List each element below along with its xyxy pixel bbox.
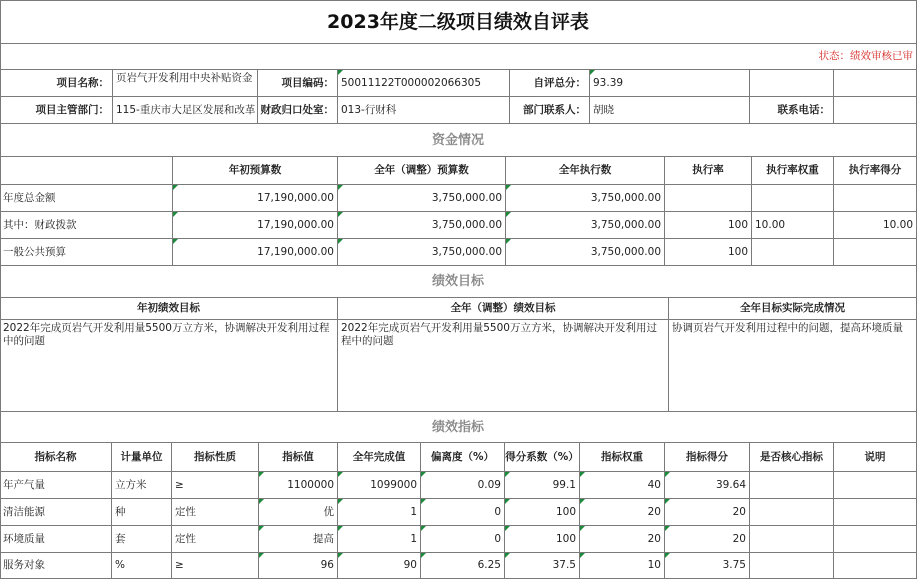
self-score-label: 自评总分： — [510, 70, 590, 97]
indicator-cell: 39.64 — [665, 472, 750, 499]
indicator-cell: 年产气量 — [0, 472, 112, 499]
goals-section-title: 绩效目标 — [0, 266, 917, 298]
indicator-cell: 10 — [580, 553, 665, 579]
indicator-cell — [750, 499, 834, 526]
indicator-cell — [750, 553, 834, 579]
indicators-header-6: 得分系数（%） — [505, 443, 580, 472]
indicator-cell — [834, 526, 917, 553]
funds-header-1: 年初预算数 — [173, 157, 338, 185]
funds-header-6: 执行率得分 — [834, 157, 917, 185]
indicator-cell — [834, 472, 917, 499]
goals-header-0: 年初绩效目标 — [0, 298, 338, 320]
project-code-label: 项目编码： — [258, 70, 338, 97]
funds-cell: 10.00 — [834, 212, 917, 239]
funds-cell: 3,750,000.00 — [338, 239, 506, 266]
indicator-cell: 0 — [421, 526, 505, 553]
funds-header-4: 执行率 — [665, 157, 752, 185]
goals-value-1: 2022年完成页岩气开发利用量5500万立方米，协调解决开发利用过程中的问题 — [338, 320, 669, 412]
indicator-cell: 20 — [580, 526, 665, 553]
indicator-cell: 20 — [665, 499, 750, 526]
indicator-cell: 6.25 — [421, 553, 505, 579]
funds-cell: 3,750,000.00 — [338, 185, 506, 212]
indicator-cell: 1 — [338, 499, 421, 526]
contact-value: 胡晓 — [590, 97, 750, 124]
dept-value: 115-重庆市大足区发展和改革 — [113, 97, 258, 124]
phone-label: 联系电话： — [750, 97, 834, 124]
info-blank-1 — [750, 70, 834, 97]
indicator-cell: 3.75 — [665, 553, 750, 579]
indicators-header-10: 说明 — [834, 443, 917, 472]
funds-cell — [752, 185, 834, 212]
funds-header-0 — [0, 157, 173, 185]
indicators-header-0: 指标名称 — [0, 443, 112, 472]
indicator-cell: 20 — [665, 526, 750, 553]
goals-value-2: 协调页岩气开发利用过程中的问题，提高环境质量 — [669, 320, 917, 412]
funds-cell: 3,750,000.00 — [506, 239, 665, 266]
indicator-cell: 定性 — [172, 526, 259, 553]
funds-cell: 17,190,000.00 — [173, 239, 338, 266]
self-score-value: 93.39 — [590, 70, 750, 97]
dept-label: 项目主管部门： — [0, 97, 113, 124]
funds-cell: 100 — [665, 212, 752, 239]
indicators-header-9: 是否核心指标 — [750, 443, 834, 472]
indicator-cell: 种 — [112, 499, 172, 526]
finance-label: 财政归口处室： — [258, 97, 338, 124]
indicator-cell: 优 — [259, 499, 338, 526]
funds-header-5: 执行率权重 — [752, 157, 834, 185]
funds-cell: 3,750,000.00 — [506, 212, 665, 239]
indicator-cell: 96 — [259, 553, 338, 579]
info-blank-2 — [834, 70, 917, 97]
funds-cell — [752, 239, 834, 266]
funds-cell: 一般公共预算 — [0, 239, 173, 266]
indicator-cell: 1 — [338, 526, 421, 553]
funds-header-3: 全年执行数 — [506, 157, 665, 185]
project-name-label: 项目名称： — [0, 70, 113, 97]
indicator-cell: % — [112, 553, 172, 579]
indicators-header-1: 计量单位 — [112, 443, 172, 472]
page-title: 2023年度二级项目绩效自评表 — [0, 0, 917, 44]
indicator-cell: 清洁能源 — [0, 499, 112, 526]
indicator-cell: 0 — [421, 499, 505, 526]
project-code-value: 50011122T000002066305 — [338, 70, 510, 97]
project-name-value: 页岩气开发利用中央补贴资金 — [113, 70, 258, 97]
funds-cell: 100 — [665, 239, 752, 266]
indicator-cell: 37.5 — [505, 553, 580, 579]
indicator-cell — [750, 472, 834, 499]
indicator-cell: 100 — [505, 526, 580, 553]
funds-cell: 17,190,000.00 — [173, 185, 338, 212]
indicator-cell: 1099000 — [338, 472, 421, 499]
funds-cell: 其中：财政拨款 — [0, 212, 173, 239]
finance-value: 013-行财科 — [338, 97, 510, 124]
indicator-cell: 99.1 — [505, 472, 580, 499]
indicator-cell — [834, 499, 917, 526]
indicator-cell: 环境质量 — [0, 526, 112, 553]
indicator-cell: 套 — [112, 526, 172, 553]
status-text: 状态：绩效审核已审 — [0, 44, 917, 70]
indicators-header-2: 指标性质 — [172, 443, 259, 472]
goals-header-2: 全年目标实际完成情况 — [669, 298, 917, 320]
indicator-cell — [750, 526, 834, 553]
indicator-cell: 服务对象 — [0, 553, 112, 579]
indicator-cell — [834, 553, 917, 579]
phone-value — [834, 97, 917, 124]
goals-value-0: 2022年完成页岩气开发利用量5500万立方米，协调解决开发利用过程中的问题 — [0, 320, 338, 412]
indicators-header-5: 偏离度（%） — [421, 443, 505, 472]
indicators-section-title: 绩效指标 — [0, 412, 917, 443]
funds-cell: 17,190,000.00 — [173, 212, 338, 239]
funds-cell — [834, 185, 917, 212]
indicators-header-7: 指标权重 — [580, 443, 665, 472]
indicator-cell: 90 — [338, 553, 421, 579]
indicator-cell: 1100000 — [259, 472, 338, 499]
funds-cell: 年度总金额 — [0, 185, 173, 212]
indicators-header-4: 全年完成值 — [338, 443, 421, 472]
indicator-cell: ≥ — [172, 553, 259, 579]
goals-header-1: 全年（调整）绩效目标 — [338, 298, 669, 320]
indicator-cell: 0.09 — [421, 472, 505, 499]
funds-cell — [834, 239, 917, 266]
funds-cell: 3,750,000.00 — [506, 185, 665, 212]
funds-cell — [665, 185, 752, 212]
funds-section-title: 资金情况 — [0, 124, 917, 157]
funds-cell: 3,750,000.00 — [338, 212, 506, 239]
indicators-header-8: 指标得分 — [665, 443, 750, 472]
indicator-cell: 立方米 — [112, 472, 172, 499]
indicator-cell: ≥ — [172, 472, 259, 499]
indicator-cell: 40 — [580, 472, 665, 499]
funds-cell: 10.00 — [752, 212, 834, 239]
indicator-cell: 提高 — [259, 526, 338, 553]
indicators-header-3: 指标值 — [259, 443, 338, 472]
funds-header-2: 全年（调整）预算数 — [338, 157, 506, 185]
indicator-cell: 定性 — [172, 499, 259, 526]
contact-label: 部门联系人： — [510, 97, 590, 124]
indicator-cell: 100 — [505, 499, 580, 526]
indicator-cell: 20 — [580, 499, 665, 526]
